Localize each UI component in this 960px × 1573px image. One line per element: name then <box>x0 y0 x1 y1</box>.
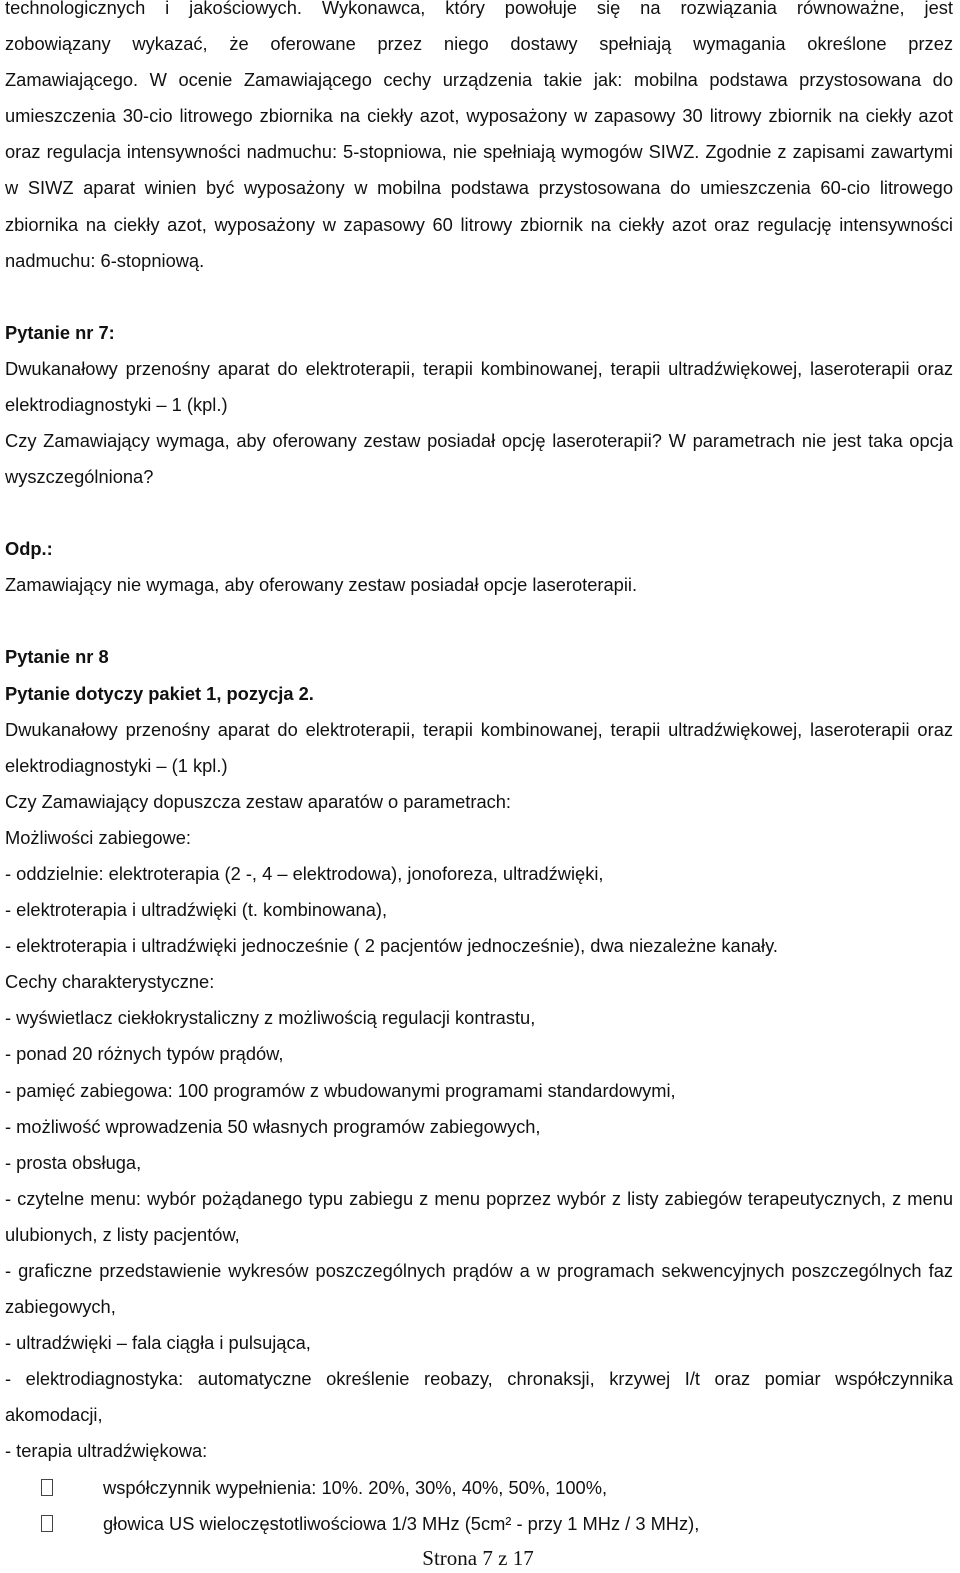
intro-line-2: zobowiązany wykazać, że oferowane przez niego dostawy spełniają wymagania określone przez <box>5 33 953 55</box>
q8-feature-ultrasound-wave: - ultradźwięki – fala ciągła i pulsująca, <box>5 1332 311 1354</box>
document-body <box>5 0 953 1542</box>
q7-answer-label: Odp.: <box>5 538 53 560</box>
q8-options-label: Możliwości zabiegowe: <box>5 826 191 848</box>
q8-option: - elektroterapia i ultradźwięki (t. kombinowana), <box>5 899 388 921</box>
q8-feature: - wyświetlacz ciekłokrystaliczny z możliwością regulacji kontrastu, <box>5 1007 536 1029</box>
bullet-box-icon <box>41 1479 53 1496</box>
q8-subheading: Pytanie dotyczy pakiet 1, pozycja 2. <box>5 682 314 704</box>
page-number: Strona 7 z 17 <box>422 1546 534 1570</box>
bullet-box-icon <box>41 1515 53 1532</box>
q8-feature-menu: - czytelne menu: wybór pożądanego typu zabiegu z menu poprzez wybór z listy zabiegów terapeutycznych, z menu ulubionych, z listy pacjentów, <box>5 1187 953 1245</box>
q8-features-label: Cechy charakterystyczne: <box>5 971 215 993</box>
q8-device: Dwukanałowy przenośny aparat do elektroterapii, terapii kombinowanej, terapii ultradźwiękowej, laseroterapii oraz elektrodiagnostyki – (1 kpl.) <box>5 718 953 776</box>
q8-ultrasound-label: - terapia ultradźwiękowa: <box>5 1440 208 1462</box>
q8-feature-diagnostics: - elektrodiagnostyka: automatyczne określenie reobazy, chronaksji, krzywej I/t oraz pomiar współczynnika akomodacji, <box>5 1368 953 1426</box>
spacer <box>5 495 953 531</box>
spacer <box>5 603 953 639</box>
q7-answer: Zamawiający nie wymaga, aby oferowany zestaw posiadał opcje laseroterapii. <box>5 574 638 596</box>
q8-feature: - pamięć zabiegowa: 100 programów z wbudowanymi programami standardowymi, <box>5 1079 676 1101</box>
q8-feature: - prosta obsługa, <box>5 1151 142 1173</box>
q8-option: - oddzielnie: elektroterapia (2 -, 4 – elektrodowa), jonoforeza, ultradźwięki, <box>5 862 604 884</box>
q7-question: Czy Zamawiający wymaga, aby oferowany zestaw posiadał opcję laseroterapii? W parametrach nie jest taka opcja wyszczególniona? <box>5 430 953 488</box>
q7-heading: Pytanie nr 7: <box>5 321 115 343</box>
list-item <box>41 1506 953 1542</box>
q7-device: Dwukanałowy przenośny aparat do elektroterapii, terapii kombinowanej, terapii ultradźwiękowej, laseroterapii oraz elektrodiagnostyki – 1 (kpl.) <box>5 357 953 415</box>
intro-paragraph: Zamawiającego. W ocenie Zamawiającego cechy urządzenia takie jak: mobilna podstawa przystosowana do umieszczenia 30-cio litrowego zbiornika na ciekły azot, wyposażony w zapasowy 30 litrowy zbiornik na ciekły azot oraz regulacja intensywności nadmuchu: 5-stopniowa, nie spełniają wymogów SIWZ. Zgodnie z zapisami zawartymi w SIWZ aparat winien być wyposażony w mobilna podstawa przystosowana do umieszczenia 60-cio litrowego zbiornika na ciekły azot, wyposażony w zapasowy 60 litrowy zbiornik na ciekły azot oraz regulację intensywności nadmuchu: 6-stopniową. <box>5 69 953 271</box>
q8-feature-graphs: - graficzne przedstawienie wykresów poszczególnych prądów a w programach sekwencyjnych poszczególnych faz zabiegowych, <box>5 1260 953 1318</box>
intro-line-1: technologicznych i jakościowych. Wykonawca, który powołuje się na rozwiązania równoważne, jest <box>5 0 953 18</box>
ultrasound-bullet-text: współczynnik wypełnienia: 10%. 20%, 30%, 40%, 50%, 100%, <box>103 1476 608 1498</box>
spacer <box>5 279 953 315</box>
q8-heading: Pytanie nr 8 <box>5 646 109 668</box>
list-item <box>41 1470 953 1506</box>
q8-question: Czy Zamawiający dopuszcza zestaw aparatów o parametrach: <box>5 790 512 812</box>
q8-feature: - ponad 20 różnych typów prądów, <box>5 1043 284 1065</box>
q8-feature: - możliwość wprowadzenia 50 własnych programów zabiegowych, <box>5 1115 541 1137</box>
ultrasound-bullet-text: głowica US wieloczęstotliwościowa 1/3 MHz (5cm² - przy 1 MHz / 3 MHz), <box>103 1512 700 1534</box>
q8-option: - elektroterapia i ultradźwięki jednocześnie ( 2 pacjentów jednocześnie), dwa niezależne kanały. <box>5 935 778 957</box>
